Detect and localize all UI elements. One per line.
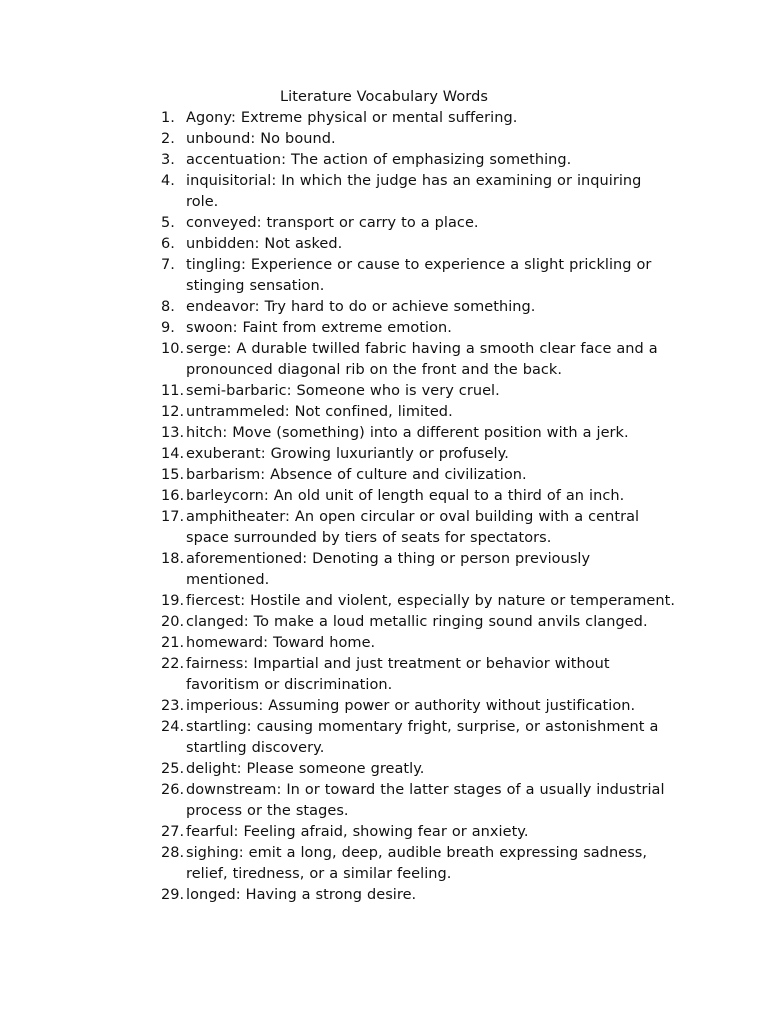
vocabulary-item: [0, 423, 676, 444]
vocabulary-item-definition: longed: Having a strong desire.: [186, 887, 417, 903]
vocabulary-item-number: 23.: [161, 698, 185, 714]
vocabulary-item-number: 26.: [161, 782, 185, 798]
vocabulary-item-definition: semi-barbaric: Someone who is very cruel.: [186, 383, 500, 399]
vocabulary-item-definition: fairness: Impartial and just treatment or behavior without favoritism or discrimination.: [186, 656, 610, 693]
vocabulary-item-number: 17.: [161, 509, 185, 525]
vocabulary-item-number: 1.: [161, 110, 175, 126]
vocabulary-item-number: 11.: [161, 383, 185, 399]
vocabulary-item: [0, 507, 676, 549]
vocabulary-item-number: 12.: [161, 404, 185, 420]
vocabulary-item-definition: accentuation: The action of emphasizing something.: [186, 152, 572, 168]
vocabulary-item-number: 13.: [161, 425, 185, 441]
vocabulary-item-definition: clanged: To make a loud metallic ringing sound anvils clanged.: [186, 614, 648, 630]
vocabulary-item-definition: amphitheater: An open circular or oval building with a central space surrounded by tiers of seats for spectators.: [186, 509, 640, 546]
vocabulary-item: [0, 654, 676, 696]
vocabulary-item-definition: unbidden: Not asked.: [186, 236, 343, 252]
vocabulary-item-number: 27.: [161, 824, 185, 840]
vocabulary-item: [0, 885, 676, 906]
vocabulary-item-definition: downstream: In or toward the latter stages of a usually industrial process or the stages.: [186, 782, 665, 819]
vocabulary-item-definition: hitch: Move (something) into a different position with a jerk.: [186, 425, 629, 441]
vocabulary-item: [0, 759, 676, 780]
vocabulary-item-definition: exuberant: Growing luxuriantly or profusely.: [186, 446, 509, 462]
vocabulary-item: [0, 612, 676, 633]
vocabulary-item: [0, 822, 676, 843]
vocabulary-item: [0, 297, 676, 318]
vocabulary-item-number: 6.: [161, 236, 175, 252]
vocabulary-item-definition: tingling: Experience or cause to experience a slight prickling or stinging sensation.: [186, 257, 652, 294]
vocabulary-item: [0, 234, 676, 255]
vocabulary-item: [0, 444, 676, 465]
vocabulary-item: [0, 381, 676, 402]
document-title-text: Literature Vocabulary Words: [279, 89, 489, 105]
vocabulary-item-definition: imperious: Assuming power or authority without justification.: [186, 698, 636, 714]
vocabulary-item-number: 14.: [161, 446, 185, 462]
vocabulary-item-definition: endeavor: Try hard to do or achieve something.: [186, 299, 536, 315]
vocabulary-item: [0, 255, 676, 297]
vocabulary-item-number: 2.: [161, 131, 175, 147]
vocabulary-item: [0, 465, 676, 486]
vocabulary-item-number: 8.: [161, 299, 175, 315]
vocabulary-item: [0, 339, 676, 381]
vocabulary-item-number: 20.: [161, 614, 185, 630]
vocabulary-item-number: 15.: [161, 467, 185, 483]
vocabulary-item-definition: sighing: emit a long, deep, audible breath expressing sadness, relief, tiredness, or a similar feeling.: [186, 845, 648, 882]
vocabulary-item: [0, 696, 676, 717]
vocabulary-item: [0, 213, 676, 234]
vocabulary-item: [0, 717, 676, 759]
vocabulary-item-number: 22.: [161, 656, 185, 672]
vocabulary-list: [0, 108, 768, 906]
vocabulary-item: [0, 150, 676, 171]
vocabulary-item-number: 28.: [161, 845, 185, 861]
vocabulary-item-number: 7.: [161, 257, 175, 273]
vocabulary-item: [0, 591, 676, 612]
vocabulary-item-definition: startling: causing momentary fright, surprise, or astonishment a startling discovery.: [186, 719, 659, 756]
vocabulary-item-number: 5.: [161, 215, 175, 231]
vocabulary-item-number: 16.: [161, 488, 185, 504]
document-title: [0, 87, 768, 108]
vocabulary-item-number: 10.: [161, 341, 185, 357]
vocabulary-item-number: 24.: [161, 719, 185, 735]
vocabulary-item-number: 25.: [161, 761, 185, 777]
vocabulary-item-definition: swoon: Faint from extreme emotion.: [186, 320, 452, 336]
vocabulary-item-definition: inquisitorial: In which the judge has an examining or inquiring role.: [186, 173, 642, 210]
vocabulary-item-definition: fearful: Feeling afraid, showing fear or anxiety.: [186, 824, 529, 840]
vocabulary-item-definition: serge: A durable twilled fabric having a smooth clear face and a pronounced diagonal rib on the front and the back.: [186, 341, 658, 378]
vocabulary-item-definition: fiercest: Hostile and violent, especially by nature or temperament.: [186, 593, 676, 609]
vocabulary-item-definition: barleycorn: An old unit of length equal to a third of an inch.: [186, 488, 625, 504]
vocabulary-item-number: 4.: [161, 173, 175, 189]
vocabulary-item-number: 19.: [161, 593, 185, 609]
vocabulary-item-definition: barbarism: Absence of culture and civilization.: [186, 467, 527, 483]
vocabulary-item: [0, 129, 676, 150]
vocabulary-item-definition: Agony: Extreme physical or mental suffering.: [186, 110, 518, 126]
vocabulary-item-number: 3.: [161, 152, 175, 168]
vocabulary-item-number: 29.: [161, 887, 185, 903]
vocabulary-item: [0, 486, 676, 507]
vocabulary-item: [0, 843, 676, 885]
vocabulary-item-number: 9.: [161, 320, 175, 336]
vocabulary-item-number: 21.: [161, 635, 185, 651]
vocabulary-item: [0, 318, 676, 339]
vocabulary-item: [0, 171, 676, 213]
vocabulary-item-definition: untrammeled: Not confined, limited.: [186, 404, 453, 420]
vocabulary-item-definition: delight: Please someone greatly.: [186, 761, 425, 777]
vocabulary-item: [0, 780, 676, 822]
vocabulary-item: [0, 108, 676, 129]
vocabulary-item-definition: aforementioned: Denoting a thing or person previously mentioned.: [186, 551, 591, 588]
vocabulary-item: [0, 633, 676, 654]
vocabulary-item-definition: unbound: No bound.: [186, 131, 336, 147]
vocabulary-item-definition: homeward: Toward home.: [186, 635, 376, 651]
vocabulary-item-definition: conveyed: transport or carry to a place.: [186, 215, 479, 231]
vocabulary-item: [0, 549, 676, 591]
vocabulary-item: [0, 402, 676, 423]
vocabulary-item-number: 18.: [161, 551, 185, 567]
